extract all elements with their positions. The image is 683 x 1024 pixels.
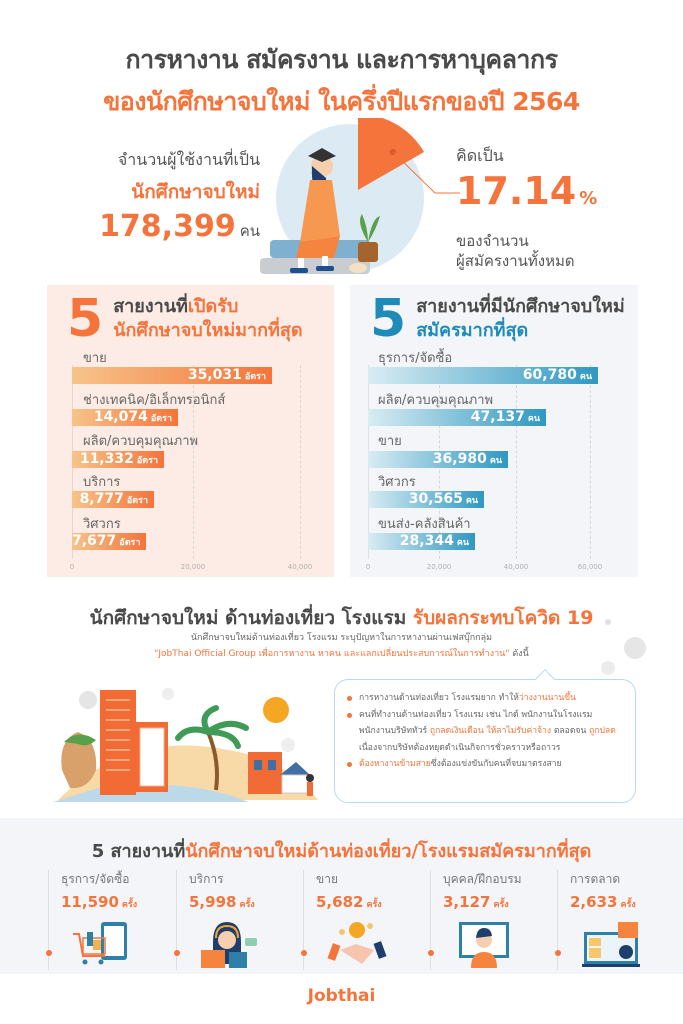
page-title-line1: การหางาน สมัครงาน และการหาบุคลากร [125, 45, 558, 74]
category-marketing: การตลาด 2,633 ครั้ง [557, 870, 683, 970]
tourism-top5-section [0, 818, 683, 974]
bar-label: ธุรการ/จัดซื้อ [378, 351, 453, 366]
gridline-40000 [300, 365, 301, 559]
bar-label: ผลิต/ควบคุมคุณภาพ [378, 393, 494, 408]
facebook-group-quote: "JobThai Official Group เพื่อการหางาน หาคน และแลกเปลี่ยนประสบการณ์ในการทำงาน" ดังนี้ [154, 649, 529, 659]
problem-item: คนที่ทำงานด้านท่องเที่ยว โรงแรม เช่น ไกด์ พนักงานในโรงแรม พนักงานบริษัททัวร์ ถูกลดเงินเดือน ให้ลาไม่รับค่าจ้าง ตลอดจน ถูกปลด เนื่องจากบริษัทต้องหยุดดำเนินกิจการชั่วคราวหรือถาวร [347, 707, 623, 757]
problem-list-callout [334, 679, 636, 803]
jobthai-logo: Jobthai [307, 986, 376, 1006]
bar-label: บริการ [83, 475, 121, 490]
pie-chart-with-graduate-illustration [230, 118, 460, 283]
share-desc-line2: ผู้สมัครงานทั้งหมด [456, 252, 575, 270]
tick-label: 0 [69, 563, 75, 571]
category-service: บริการ 5,998 ครั้ง [176, 870, 302, 970]
virus-icon [79, 691, 97, 709]
users-unit: คน [239, 222, 260, 240]
tick-label: 0 [365, 563, 371, 571]
bar-service: 8,777 อัตรา [72, 491, 154, 508]
big-number: 5 [67, 289, 104, 349]
handshake-icon [326, 920, 388, 968]
panel-title-line2: สมัครมากที่สุด [416, 320, 529, 341]
virus-icon [624, 637, 646, 659]
share-value: 17.14 [456, 169, 577, 213]
bullet-dot [301, 950, 307, 956]
bar-label: ช่างเทคนิค/อิเล็กทรอนิกส์ [83, 393, 226, 408]
tick-label: 60,000 [577, 563, 603, 571]
bar-label: ขนส่ง-คลังสินค้า [378, 517, 471, 532]
top5-open-positions-panel [47, 285, 334, 577]
bullet-dot [555, 950, 561, 956]
gridline-60000 [590, 365, 591, 559]
panel-title-accent: เปิดรับ [187, 296, 239, 317]
virus-icon [281, 738, 295, 752]
users-label-accent: นักศึกษาจบใหม่ [131, 181, 260, 203]
bar-label: วิศวกร [83, 517, 121, 532]
bar-production: 47,137 คน [368, 409, 546, 426]
tick-label: 20,000 [426, 563, 452, 571]
virus-decoration [590, 600, 670, 680]
tick-label: 20,000 [180, 563, 206, 571]
share-unit: % [579, 188, 598, 209]
category-sales: ขาย 5,682 ครั้ง [303, 870, 429, 970]
bar-label: ขาย [378, 434, 402, 449]
virus-icon [162, 688, 174, 700]
bar-technician: 14,074 อัตรา [72, 409, 178, 426]
category-hr-training: บุคคล/ฝึกอบรม 3,127 ครั้ง [430, 870, 556, 970]
share-desc-line1: ของจำนวน [456, 232, 529, 250]
tourist-icon [306, 774, 314, 782]
beach-house-icon [248, 752, 282, 794]
users-count: 178,399 [99, 209, 236, 244]
virus-icon [601, 661, 615, 675]
users-label: จำนวนผู้ใช้งานที่เป็น [117, 150, 260, 169]
analytics-dashboard-icon [580, 920, 642, 968]
share-label: คิดเป็น [456, 146, 504, 165]
category-admin-purchasing: ธุรการ/จัดซื้อ 11,590 ครั้ง [48, 870, 174, 970]
tourism-hotel-illustration [48, 670, 328, 805]
bullet-dot [46, 950, 52, 956]
bar-sales: 36,980 คน [368, 451, 508, 468]
bar-engineer: 30,565 คน [368, 491, 484, 508]
top5-applied-panel [350, 285, 638, 577]
bar-label: ขาย [83, 351, 107, 366]
tourism-subtitle: นักศึกษาจบใหม่ด้านท่องเที่ยว โรงแรม ระบุปัญหาในการหางานผ่านเฟสบุ๊กกลุ่ม [190, 633, 493, 643]
problem-item: การหางานด้านท่องเที่ยว โรงแรมยาก ทำให้ว่างงานนานขึ้น [347, 690, 623, 707]
share-stat [456, 144, 656, 271]
panel-title-line1: สายงานที่มีนักศึกษาจบใหม่ [416, 296, 625, 317]
tourism-top5-title: 5 สายงานที่นักศึกษาจบใหม่ด้านท่องเที่ยว/โรงแรมสมัครมากที่สุด [91, 841, 592, 862]
bar-label: ผลิต/ควบคุมคุณภาพ [83, 434, 199, 449]
bar-logistics: 28,344 คน [368, 533, 475, 550]
sun-icon [263, 697, 289, 723]
shopping-cart-icon [71, 920, 133, 968]
tourism-section-title: นักศึกษาจบใหม่ ด้านท่องเที่ยว โรงแรม รับผลกระทบโควิด 19 [89, 607, 594, 629]
hotel-tower-icon [100, 690, 136, 795]
panel-title-line2: นักศึกษาจบใหม่มากที่สุด [113, 320, 303, 341]
bar-engineer: 7,677 อัตรา [72, 533, 146, 550]
presenter-icon [453, 920, 515, 968]
problem-item: ต้องหางานข้ามสายซึ่งต้องแข่งขันกับคนที่จบมาตรงสาย [347, 756, 623, 773]
page-title-line2: ของนักศึกษาจบใหม่ ในครึ่งปีแรกของปี 2564 [103, 87, 580, 116]
bar-label: วิศวกร [378, 475, 416, 490]
call-center-icon [199, 920, 261, 968]
bullet-dot [174, 950, 180, 956]
bar-production: 11,332 อัตรา [72, 451, 164, 468]
plant-pot-icon [358, 242, 378, 262]
big-number: 5 [370, 289, 407, 349]
bullet-dot [428, 950, 434, 956]
tick-label: 40,000 [503, 563, 529, 571]
panel-title-dark: สายงานที่ [113, 296, 188, 317]
bar-sales: 35,031 อัตรา [72, 367, 272, 384]
tick-label: 40,000 [287, 563, 313, 571]
bar-admin-purchasing: 60,780 คน [368, 367, 598, 384]
gridline-40000 [516, 365, 517, 559]
